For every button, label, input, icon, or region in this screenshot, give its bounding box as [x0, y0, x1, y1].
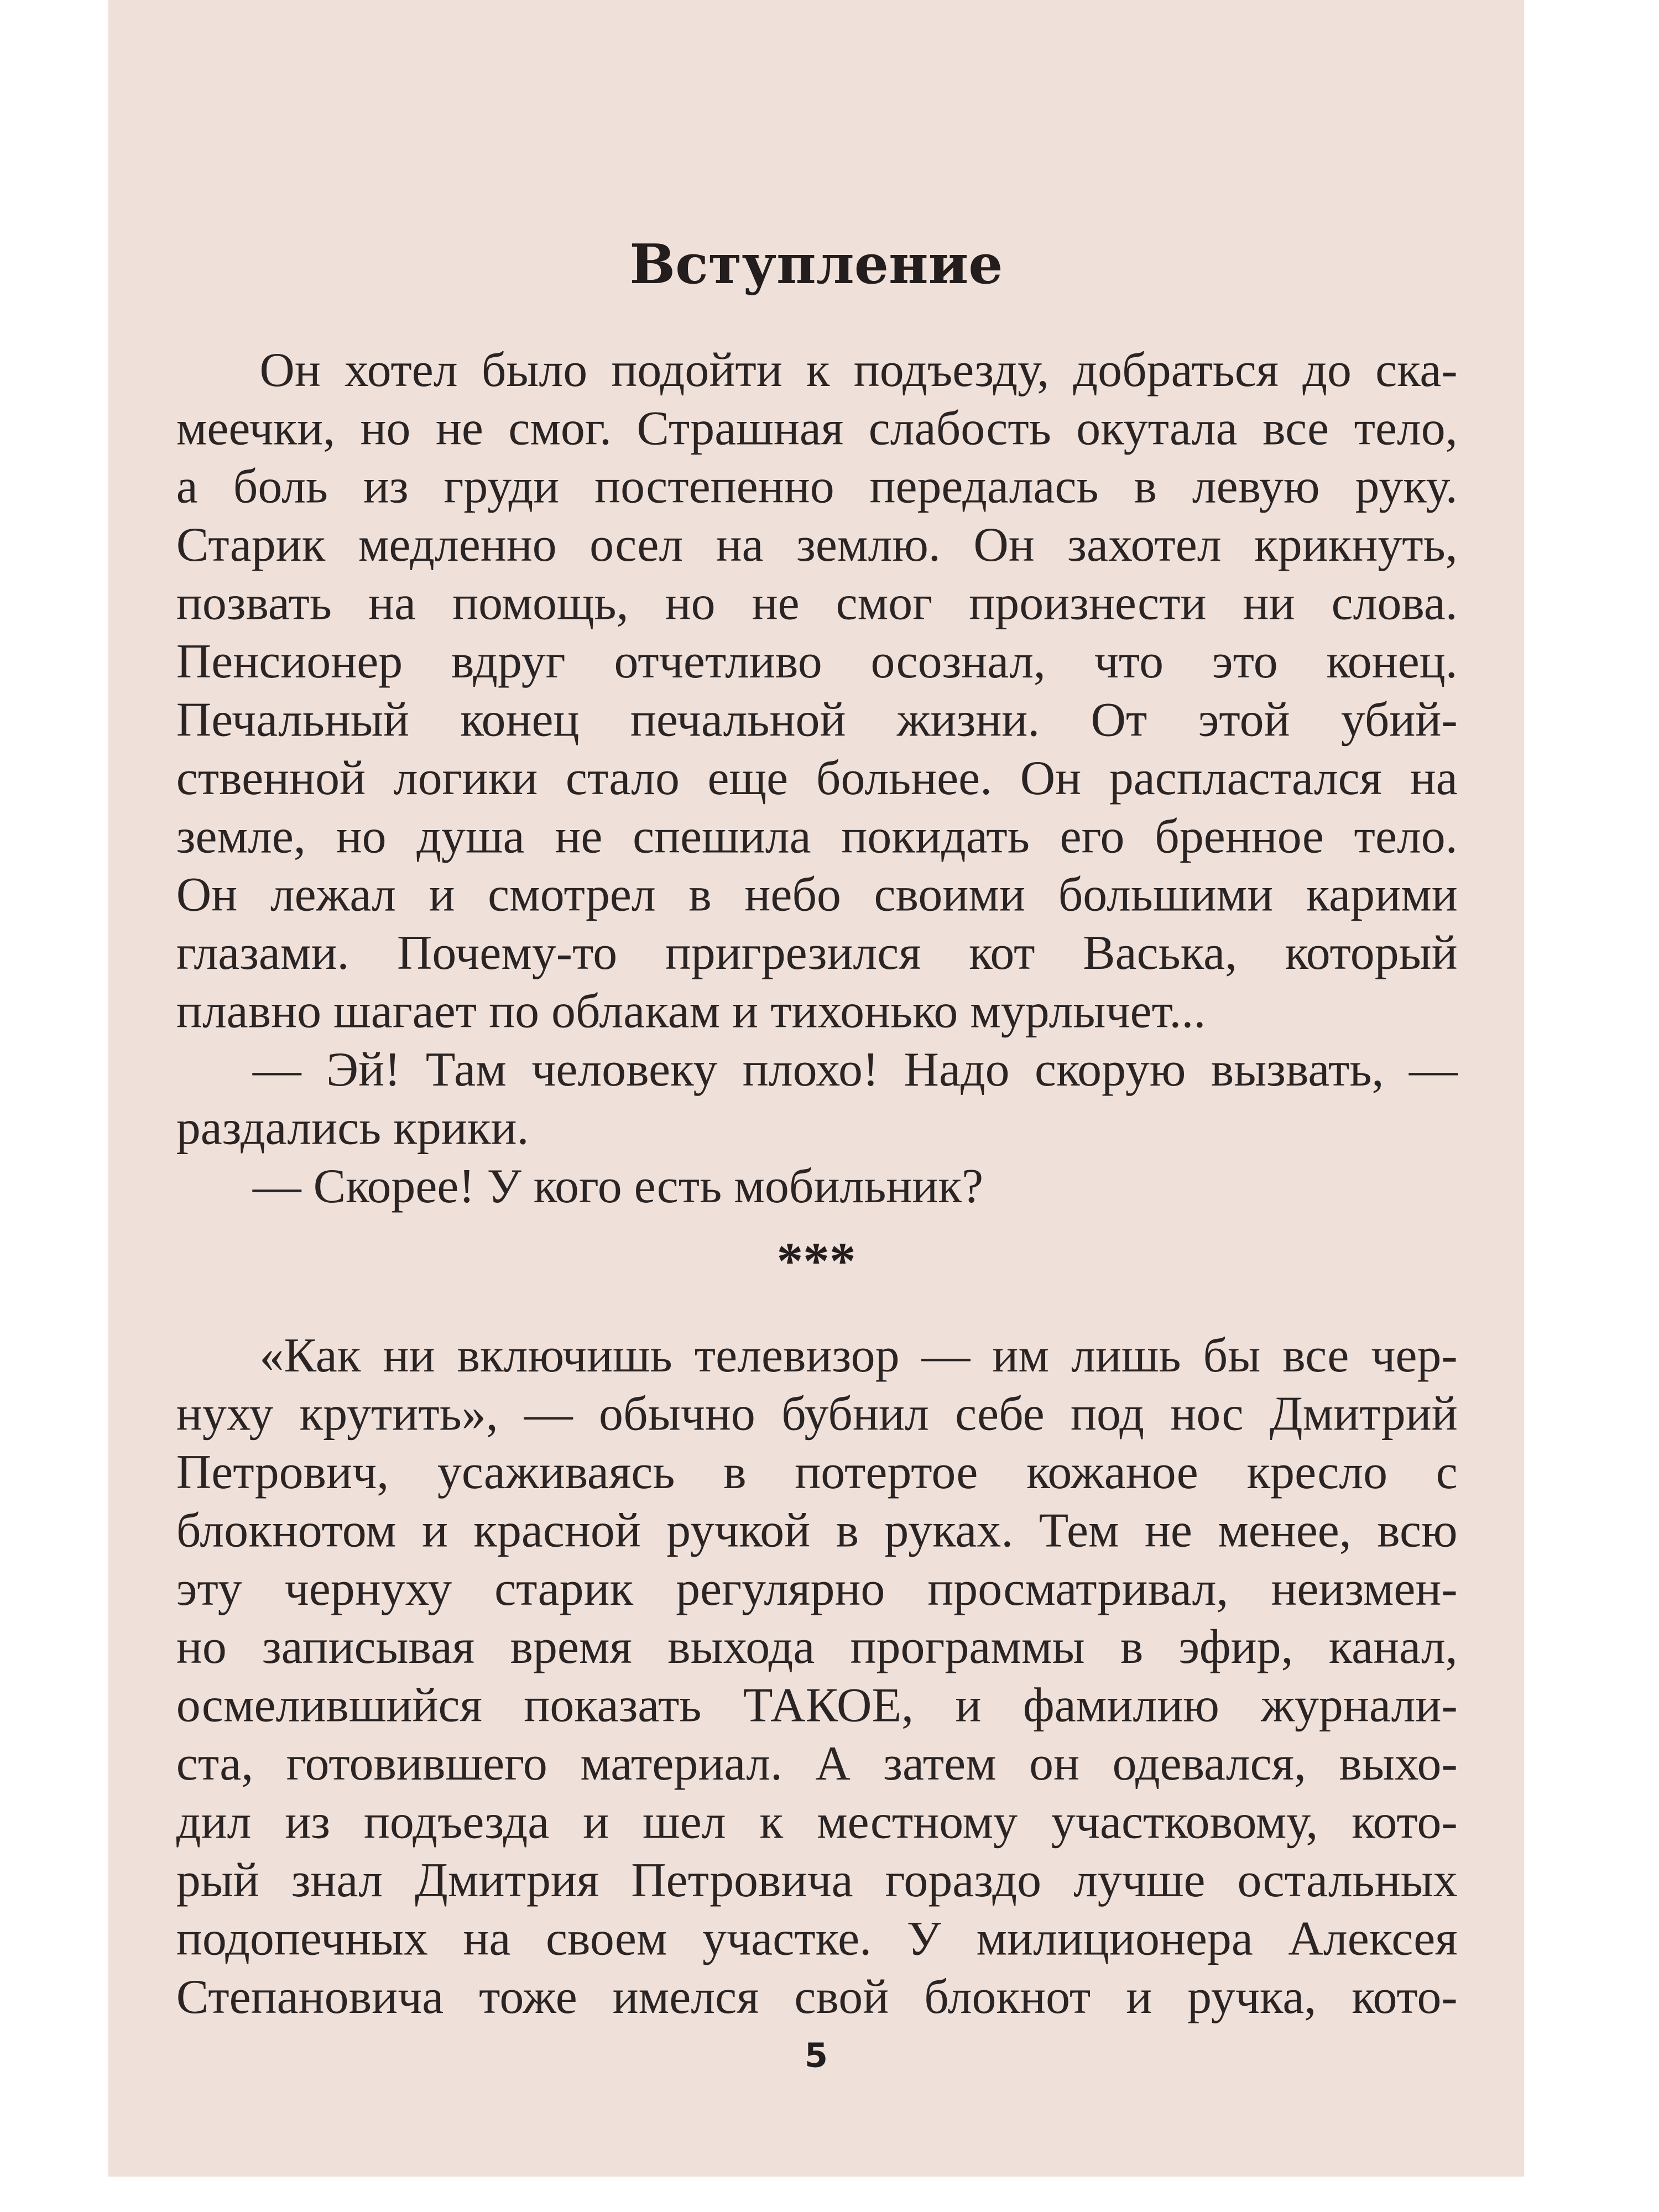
text-line: «Как ни включишь телевизор — им лишь бы все чер-	[259, 1328, 1458, 1383]
text-line: эту чернуху старик регулярно просматривал, неизмен-	[176, 1561, 1458, 1616]
section-separator: ***	[776, 1233, 856, 1291]
text-line: Он лежал и смотрел в небо своими большими карими	[176, 867, 1458, 922]
text-line: осмелившийся показать ТАКОЕ, и фамилию журнали-	[176, 1678, 1458, 1733]
page-number: 5	[805, 2036, 828, 2075]
text-line: плавно шагает по облакам и тихонько мурлычет...	[176, 984, 1206, 1039]
text-line: Петрович, усаживаясь в потертое кожаное кресло с	[176, 1445, 1458, 1500]
text-line: ста, готовившего материал. А затем он одевался, выхо-	[176, 1736, 1458, 1791]
text-line: Он хотел было подойти к подъезду, добраться до ска-	[259, 343, 1458, 397]
text-line: блокнотом и красной ручкой в руках. Тем не менее, всю	[176, 1503, 1458, 1558]
text-line: дил из подъезда и шел к местному участковому, кото-	[176, 1794, 1458, 1849]
text-line: меечки, но не смог. Страшная слабость окутала все тело,	[176, 401, 1458, 456]
text-line: Старик медленно осел на землю. Он захотел крикнуть,	[176, 518, 1458, 572]
text-line: нуху крутить», — обычно бубнил себе под нос Дмитрий	[176, 1386, 1458, 1441]
text-line: ственной логики стало еще больнее. Он распластался на	[176, 751, 1458, 805]
dialogue-line: — Скорее! У кого есть мобильник?	[252, 1159, 984, 1213]
chapter-title: Вступление	[629, 233, 1003, 298]
text-line: позвать на помощь, но не смог произнести ни слова.	[176, 576, 1458, 630]
text-line: глазами. Почему-то пригрезился кот Васька, который	[176, 926, 1458, 980]
text-line: рый знал Дмитрия Петровича гораздо лучше остальных	[176, 1853, 1458, 1908]
text-line: а боль из груди постепенно передалась в левую руку.	[176, 459, 1458, 514]
text-line: Степановича тоже имелся свой блокнот и ручка, кото-	[176, 1969, 1458, 2024]
text-line: Печальный конец печальной жизни. От этой убий-	[176, 692, 1458, 747]
text-line: подопечных на своем участке. У милиционера Алексея	[176, 1911, 1458, 1966]
text-line: раздались крики.	[176, 1100, 529, 1155]
dialogue-line: — Эй! Там человеку плохо! Надо скорую вызвать, —	[252, 1042, 1458, 1097]
text-line: но записывая время выхода программы в эфир, канал,	[176, 1620, 1458, 1674]
text-line: земле, но душа не спешила покидать его бренное тело.	[176, 809, 1458, 864]
text-line: Пенсионер вдруг отчетливо осознал, что это конец.	[176, 634, 1458, 689]
